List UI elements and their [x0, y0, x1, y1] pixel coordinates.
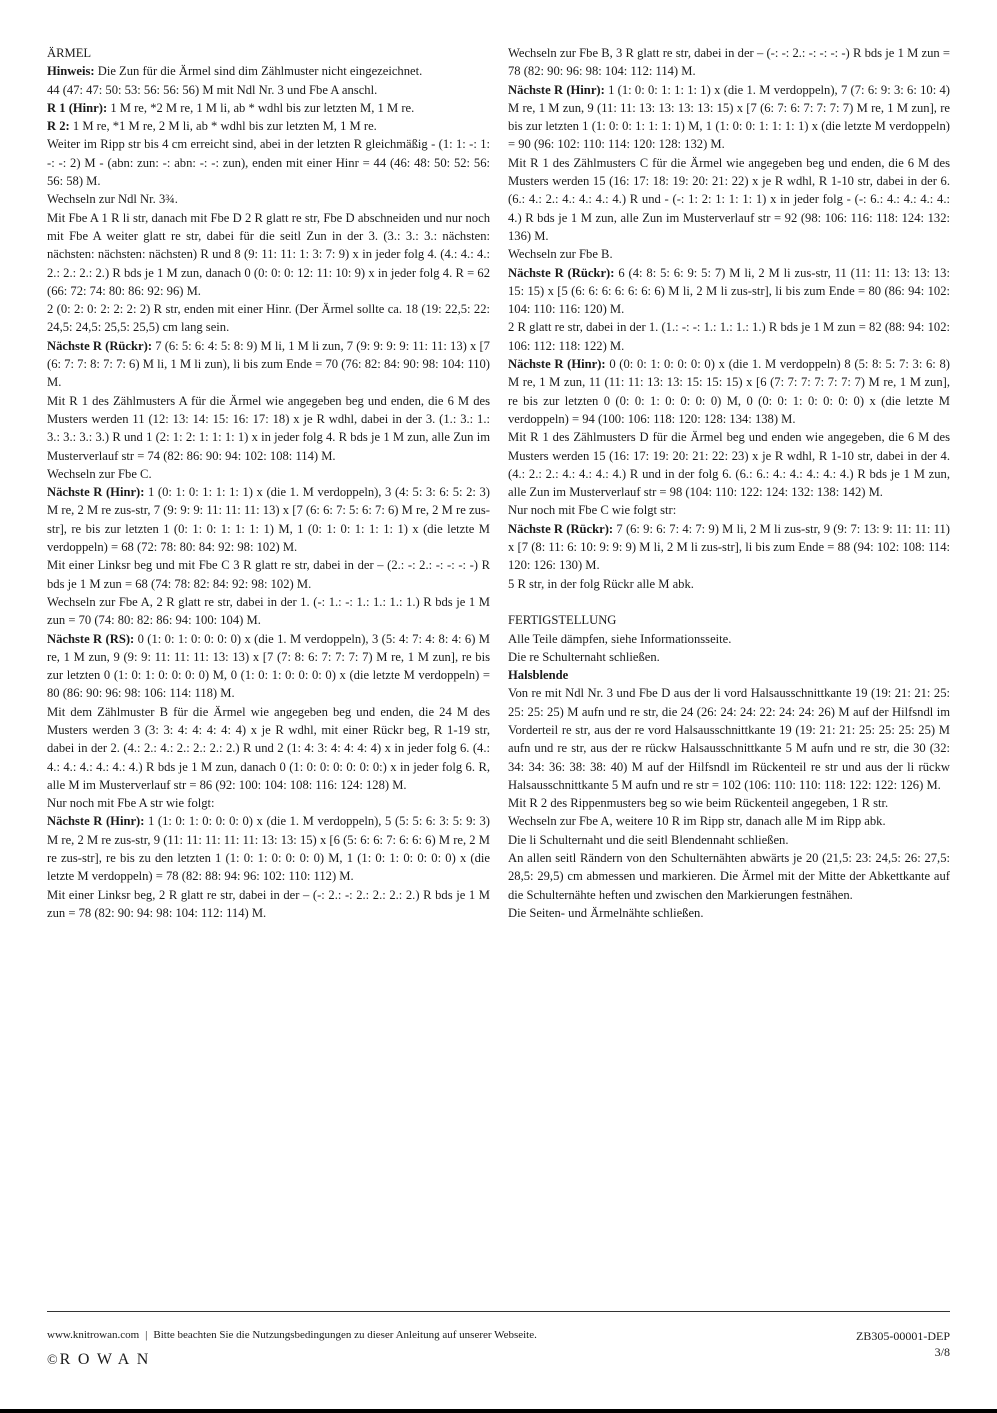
paragraph-text: 5 R str, in der folg Rückr alle M abk. [508, 576, 694, 591]
paragraph-text: Nur noch mit Fbe C wie folgt str: [508, 503, 677, 518]
paragraph-text: 7 (6: 5: 6: 4: 5: 8: 9) M li, 1 M li zun, 7 (9: 9: 9: 9: 11: 11: 13) x [7 (6: 7: 7: 8: 7: 7: 6) M li, 1 M li zun), li bis zum Ende = 70 (76: 82: 84: 90: 98: 104: 110) M. [47, 338, 490, 390]
paragraph-text: 1 (1: 0: 1: 0: 0: 0: 0) x (die 1. M verdoppeln), 5 (5: 5: 6: 3: 5: 9: 3) M re, 2 M re zus-str, 9 (11: 11: 11: 11: 11: 13: 13: 15) x [6 (5: 6: 6: 7: 6: 6: 6) M re, 2 M re zus-str], re bis zu den letzten 1 (1: 0: 1: 0: 0: 0: 0) M, 1 (1: 0: 1: 0: 0: 0: 0) x (die letzte M verdoppeln) = 78 (82: 88: 94: 96: 102: 110: 112) M. [47, 814, 490, 884]
paragraph-text: Die li Schulternaht und die seitl Blendennaht schließen. [508, 832, 789, 847]
paragraph [508, 630, 950, 648]
paragraph-text: 1 (0: 1: 0: 1: 1: 1: 1) x (die 1. M verdoppeln), 3 (4: 5: 3: 6: 5: 2: 3) M re, 2 M re zus-str, 7 (9: 9: 9: 11: 11: 11: 13) x [7 (6: 6: 7: 5: 6: 7: 6) M re, 2 M re zus-str], re bis zur letzten 1 (0: 1: 0: 1: 1: 1: 1) M, 1 (0: 1: 0: 1: 1: 1: 1) x (die letzte M verdoppeln) = 68 (72: 78: 80: 84: 92: 98: 102) M. [47, 485, 490, 555]
paragraph-text: Von re mit Ndl Nr. 3 und Fbe D aus der li vord Halsausschnittkante 19 (19: 21: 21: 25: 25: 25: 25) M aufn und re str, die 24 (26: 24: 24: 22: 24: 24: 26) M auf der Hilfsndl im Vorderteil re str, aus der re vord Halsausschnittkante 19 (19: 21: 21: 25: 25: 25: 25) M aufn und re str, aus der re rückw Halsausschnittkante 5 M aufn und re str, die 30 (32: 34: 34: 36: 38: 38: 40) M auf der Hilfsndl im Rückenteil re str und aus der li rückw Halsausschnittkante 5 M aufn und re str = 102 (106: 110: 110: 118: 122: 122: 126) M. [508, 686, 950, 792]
paragraph-text: 1 (1: 0: 0: 1: 1: 1: 1) x (die 1. M verdoppeln), 7 (7: 6: 9: 3: 6: 10: 4) M re, 1 M zun, 9 (11: 11: 13: 13: 13: 13: 15) x [7 (6: 7: 6: 7: 7: 7: 7) M re, 1 M zun], re bis zur letzten 1 (1: 0: 0: 1: 1: 1: 1) M, 1 (1: 0: 0: 1: 1: 1: 1) x (die letzte M verdoppeln) = 90 (96: 102: 110: 114: 120: 128: 132) M. [508, 82, 950, 152]
paragraph [508, 684, 950, 794]
paragraph [47, 886, 490, 923]
paragraph-label: R 2: [47, 119, 70, 134]
paragraph [47, 703, 490, 794]
paragraph-text: Wechseln zur Fbe B, 3 R glatt re str, dabei in der – (-: -: 2.: -: -: -: -) R bds je 1 M zun = 78 (82: 90: 96: 98: 104: 112: 114) M. [508, 46, 950, 79]
paragraph-text: Wechseln zur Ndl Nr. 3¾. [47, 192, 178, 207]
paragraph [508, 520, 950, 575]
paragraph-text: Mit einer Linksr beg, 2 R glatt re str, dabei in der – (-: 2.: -: 2.: 2.: 2.: 2.) R bds je 1 M zun = 78 (82: 90: 94: 98: 104: 112: 114) M. [47, 887, 490, 920]
paragraph [508, 81, 950, 154]
paragraph-text: 7 (6: 9: 6: 7: 4: 7: 9) M li, 2 M li zus-str, 9 (9: 7: 13: 9: 11: 11: 11) x [7 (8: 11: 6: 10: 9: 9: 9) M li, 2 M li zus-str], li bis zum Ende = 88 (94: 102: 108: 114: 120: 126: 130) M. [508, 521, 950, 573]
paragraph-text: Wechseln zur Fbe B. [508, 247, 613, 262]
paragraph [508, 44, 950, 81]
paragraph-label: Nächste R (RS): [47, 631, 135, 646]
paragraph [47, 593, 490, 630]
paragraph-text: 6 (4: 8: 5: 6: 9: 5: 7) M li, 2 M li zus-str, 11 (11: 11: 13: 13: 13: 15: 15) x [5 (6: 6: 6: 6: 6: 6: 6) M li, 2 M li zus-str], li bis zum Ende = 80 (86: 94: 102: 104: 110: 116: 120) M. [508, 265, 950, 317]
copyright-symbol: © [47, 1353, 58, 1368]
page-number: 3/8 [934, 1345, 950, 1359]
paragraph [508, 245, 950, 263]
paragraph [47, 99, 490, 117]
paragraph [47, 483, 490, 556]
paragraph [47, 117, 490, 135]
paragraph-text: 1 M re, *1 M re, 2 M li, ab * wdhl bis zur letzten M, 1 M re. [69, 119, 377, 134]
paragraph [508, 318, 950, 355]
paragraph [508, 666, 950, 684]
paragraph-text: 2 R glatt re str, dabei in der 1. (1.: -: -: 1.: 1.: 1.: 1.) R bds je 1 M zun = 82 (88: 94: 102: 106: 112: 118: 122) M. [508, 320, 950, 353]
paragraph [47, 337, 490, 392]
paragraph [47, 812, 490, 885]
paragraph [47, 81, 490, 99]
website-link[interactable]: www.knitrowan.com [47, 1329, 140, 1341]
paragraph-label: Nächste R (Hinr): [508, 357, 606, 372]
paragraph-text: ÄRMEL [47, 46, 92, 60]
paragraph [47, 465, 490, 483]
paragraph [47, 794, 490, 812]
paragraph [508, 355, 950, 428]
paragraph-label: R 1 (Hinr): [47, 100, 108, 115]
paragraph [508, 812, 950, 830]
paragraph [508, 575, 950, 593]
paragraph-label: Nächste R (Hinr): [508, 82, 605, 97]
paragraph-text: 0 (1: 0: 1: 0: 0: 0: 0) x (die 1. M verdoppeln), 3 (5: 4: 7: 4: 8: 4: 6) M re, 1 M zun, 9 (9: 9: 11: 11: 11: 13: 13) x [7 (7: 8: 6: 7: 7: 7: 7) M re, 1 M zun], re bis zur letzten 0 (1: 0: 1: 0: 0: 0: 0) M, 0 (1: 0: 1: 0: 0: 0: 0) x (die letzte M verdoppeln) = 80 (86: 90: 96: 98: 106: 114: 118) M. [47, 631, 490, 701]
paragraph [508, 849, 950, 904]
paragraph-text: 1 M re, *2 M re, 1 M li, ab * wdhl bis zur letzten M, 1 M re. [107, 100, 415, 115]
paragraph-text: Die Seiten- und Ärmelnähte schließen. [508, 905, 704, 920]
paragraph-text: Mit Fbe A 1 R li str, danach mit Fbe D 2 R glatt re str, Fbe D abschneiden und nur noch mit Fbe A weiter glatt re str, dabei für die seitl Zun in der 3. (3.: 3.: 3.: nächsten: nächsten: nächsten: nächsten) R und 8 (9: 11: 11: 1: 3: 7: 9) x in jeder folg 4. (4.: 4.: 4.: 2.: 2.: 2.: 2.) R bds je 1 M zun, danach 0 (0: 0: 0: 12: 11: 10: 9) x in jeder folg 4. R = 62 (66: 72: 74: 80: 86: 92: 96) M. [47, 210, 490, 298]
paragraph-text: Die re Schulternaht schließen. [508, 649, 660, 664]
logo-wordmark: ROWAN [59, 1351, 156, 1368]
paragraph-label: Nächste R (Rückr): [47, 338, 153, 353]
paragraph [47, 209, 490, 300]
paragraph [47, 556, 490, 593]
footer-separator: | [145, 1329, 148, 1341]
paragraph-text: Nur noch mit Fbe A str wie folgt: [47, 796, 215, 811]
paragraph [47, 392, 490, 465]
paragraph [508, 611, 950, 629]
paragraph-text: Mit R 2 des Rippenmusters beg so wie beim Rückenteil angegeben, 1 R str. [508, 796, 889, 811]
rowan-logo [47, 1351, 156, 1369]
paragraph-label: Hinweis: [47, 64, 95, 79]
paragraph-label: Nächste R (Hinr): [47, 485, 145, 500]
paragraph [508, 264, 950, 319]
paragraph [47, 630, 490, 703]
paragraph-text: Wechseln zur Fbe A, weitere 10 R im Ripp str, danach alle M im Ripp abk. [508, 814, 886, 829]
paragraph-text: 44 (47: 47: 50: 53: 56: 56: 56) M mit Ndl Nr. 3 und Fbe A anschl. [47, 82, 378, 97]
footer-meta [856, 1328, 950, 1360]
paragraph [47, 62, 490, 80]
pattern-code: ZB305-00001-DEP [856, 1329, 950, 1343]
paragraph-text: Wechseln zur Fbe C. [47, 466, 152, 481]
paragraph [508, 831, 950, 849]
footer-notice [47, 1328, 537, 1342]
bottom-edge-bar [0, 1409, 997, 1413]
right-column [508, 44, 950, 922]
terms-notice: Bitte beachten Sie die Nutzungsbedingungen zu dieser Anleitung auf unserer Webseite. [153, 1329, 537, 1341]
paragraph [508, 794, 950, 812]
paragraph [47, 44, 490, 62]
paragraph [47, 190, 490, 208]
paragraph-label: Nächste R (Rückr): [508, 265, 615, 280]
paragraph-label: Nächste R (Hinr): [47, 814, 145, 829]
paragraph-text: Mit R 1 des Zählmusters D für die Ärmel beg und enden wie angegeben, die 6 M des Musters werden 15 (16: 17: 19: 20: 21: 22: 23) x je R wdhl, R 1-10 str, dabei in der 4. (4.: 2.: 2.: 4.: 4.: 4.: 4.) R und in der folg 6. (6.: 6.: 4.: 4.: 4.: 4.: 4.) R bds je 1 M zun, alle Zun im Musterverlauf str = 98 (104: 110: 122: 124: 132: 138: 142) M. [508, 430, 950, 500]
paragraph-text: FERTIGSTELLUNG [508, 613, 617, 628]
paragraph-label: Halsblende [508, 668, 569, 683]
paragraph-text: Alle Teile dämpfen, siehe Informationsseite. [508, 631, 732, 646]
paragraph [508, 648, 950, 666]
paragraph-text: Mit R 1 des Zählmusters A für die Ärmel wie angegeben beg und enden, die 6 M des Musters werden 11 (12: 13: 14: 15: 16: 17: 18) x je R wdhl, dabei in der 3. (1.: 3.: 1.: 3.: 3.: 3.: 3.) R und 1 (2: 1: 2: 1: 1: 1: 1) x in jeder folg 4. R bds je 1 M zun, alle Zun im Musterverlauf str = 74 (82: 86: 90: 94: 102: 108: 114) M. [47, 393, 490, 463]
paragraph-text: Mit dem Zählmuster B für die Ärmel wie angegeben beg und enden, die 24 M des Musters werden 3 (3: 3: 4: 4: 4: 4: 4) x je R wdhl, mit einer Rückr beg, R 1-19 str, dabei in der 2. (4.: 2.: 4.: 2.: 2.: 2.: 2.) R und 2 (1: 4: 3: 4: 4: 4: 4) x in jeder folg 6. (4.: 4.: 4.: 4.: 4.: 4.: 4.) R bds je 1 M zun, danach 0 (1: 0: 0: 0: 0: 0: 0:) x in jeder folg 6. R, alle M im Musterverlauf str = 86 (92: 100: 104: 108: 116: 124: 128) M. [47, 704, 490, 792]
paragraph [508, 428, 950, 501]
paragraph-text: 0 (0: 0: 1: 0: 0: 0: 0) x (die 1. M verdoppeln) 8 (5: 8: 5: 7: 3: 6: 8) M re, 1 M zun, 11 (11: 11: 13: 13: 15: 15: 15) x [6 (7: 7: 7: 7: 7: 7: 7) M re, 1 M zun], re bis zur letzten 0 (0: 0: 1: 0: 0: 0: 0) M, 0 (0: 0: 1: 0: 0: 0: 0) x (die letzte M verdoppeln) = 94 (100: 106: 118: 120: 128: 134: 138) M. [508, 357, 950, 426]
paragraph [47, 300, 490, 337]
paragraph-text: Mit R 1 des Zählmusters C für die Ärmel wie angegeben beg und enden, die 6 M des Musters werden 15 (16: 17: 18: 19: 20: 21: 22) x je R wdhl, R 1-10 str, dabei in der 6. (6.: 4.: 2.: 4.: 4.: 4.: 4.) R und - (-: 1: 2: 1: 1: 1: 1) x in jeder folg - (-: 6.: 4.: 4.: 4.: 4.: 4.) R bds je 1 M zun, alle Zun im Musterverlauf str = 92 (98: 106: 116: 118: 124: 132: 136) M. [508, 155, 950, 243]
paragraph [47, 135, 490, 190]
paragraph-text: 2 (0: 2: 0: 2: 2: 2: 2) R str, enden mit einer Hinr. (Der Ärmel sollte ca. 18 (19: 22,5: 22: 24,5: 24,5: 25,5: 25,5) cm lang sein. [47, 302, 490, 335]
paragraph-text: An allen seitl Rändern von den Schulternähten abwärts je 20 (21,5: 23: 24,5: 26: 27,5: 28,5: 29,5) cm abmessen und markieren. Die Ärmel mit der Mitte der Abkettkante auf die Schulternähte heften und zwischen den Markierungen festnähen. [508, 851, 950, 902]
paragraph-text: Wechseln zur Fbe A, 2 R glatt re str, dabei in der 1. (-: 1.: -: 1.: 1.: 1.: 1.) R bds je 1 M zun = 70 (74: 80: 82: 86: 94: 100: 104) M. [47, 594, 490, 628]
paragraph [508, 154, 950, 245]
paragraph [508, 904, 950, 922]
paragraph-label: Nächste R (Rückr): [508, 521, 614, 536]
left-column [47, 44, 490, 922]
paragraph [508, 501, 950, 519]
paragraph-text: Die Zun für die Ärmel sind dim Zählmuster nicht eingezeichnet. [94, 64, 423, 79]
footer-divider [47, 1311, 950, 1312]
paragraph-text: Mit einer Linksr beg und mit Fbe C 3 R glatt re str, dabei in der – (2.: -: 2.: -: -: -: -) R bds je 1 M zun = 68 (74: 78: 82: 84: 92: 98: 102) M. [47, 558, 490, 591]
paragraph-text: Weiter im Ripp str bis 4 cm erreicht sind, abei in der letzten R gleichmäßig - (1: 1: -: 1: -: -: 2) M - (abn: zun: -: abn: -: -: zun), enden mit einer Hinr = 44 (46: 48: 50: 52: 56: 56: 58) M. [47, 137, 490, 189]
